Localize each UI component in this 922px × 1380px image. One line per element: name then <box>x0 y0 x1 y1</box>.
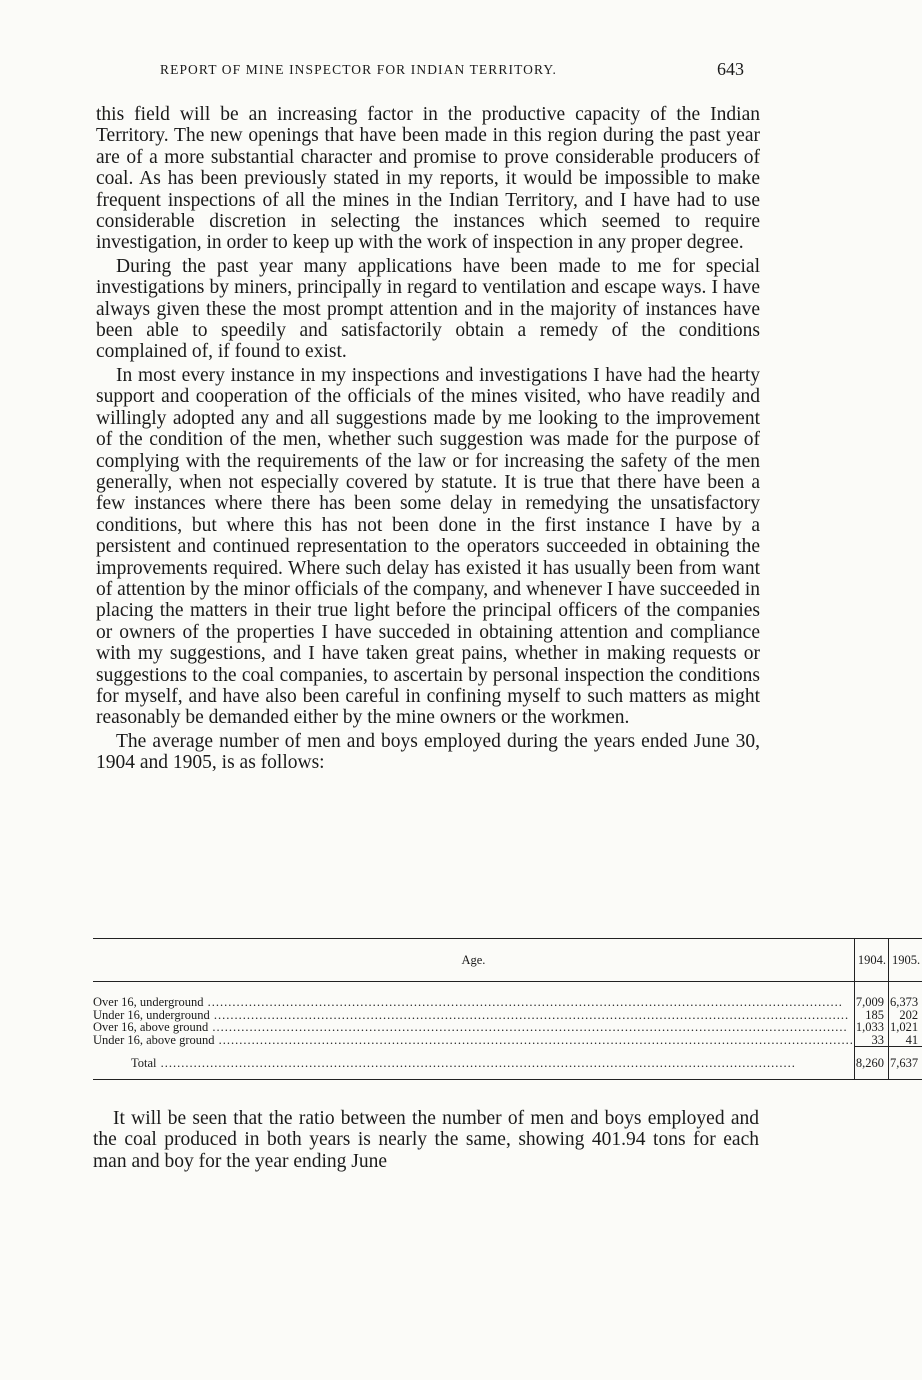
cell-1904: 7,009 <box>854 996 888 1009</box>
total-1904: 8,260 <box>854 1047 888 1080</box>
paragraph: In most every instance in my inspections and investigations I have had the hearty support and cooperation of the officials of the mines visited, who have readily and willingly adopted any and all suggestions made by me looking to the improvement of the condition of the men, whether such suggestion was made for the purpose of complying with the requirements of the law or for increasing the safety of the men generally, when not especially covered by statute. It is true that there have been a few instances where there has been some delay in remedying the unsatisfactory conditions, but where this has not been done in the first instance I have by a persistent and continued representation to the operators succeeded in obtaining the improvements required. Where such delay has existed it has usually been from want of attention by the minor officials of the company, and whenever I have succeeded in placing the matters in their true light before the principal officers of the companies or owners of the properties I have succeded in obtaining attention and compliance with my suggestions, and I have taken great pains, whether in making requests or suggestions to the coal companies, to ascertain by personal inspection the conditions for myself, and have also been careful in confining myself to such matters as might reasonably be demanded either by the mine owners or the workmen. <box>96 364 760 729</box>
cell-1905: 6,373 <box>889 996 922 1009</box>
running-header <box>160 59 760 79</box>
header-age: Age. <box>461 952 486 967</box>
header-1904: 1904. <box>854 939 888 982</box>
row-label: Under 16, underground ..... <box>93 1009 854 1022</box>
paragraph: this field will be an increasing factor in the productive capacity of the Indian Territory. The new openings that have been made in this region during the past year are of a more substantial character and promise to prove considerable producers of coal. As has been previously stated in my reports, it would be impossible to make frequent inspections of all the mines in the Indian Territory, and I have had to use considerable discretion in selecting the instances which seemed to require investigation, in order to keep up with the work of inspection in any proper degree. <box>96 104 760 254</box>
closing-text <box>93 1108 759 1172</box>
row-label: Under 16, above ground ..... <box>93 1034 854 1047</box>
table-row <box>93 1021 922 1034</box>
table-row <box>93 996 922 1009</box>
cell-1905: 41 <box>889 1034 922 1047</box>
row-label: Over 16, above ground ..... <box>93 1021 854 1034</box>
total-1905: 7,637 <box>889 1047 922 1080</box>
paragraph: During the past year many applications have been made to me for special investigations by miners, principally in regard to ventilation and escape ways. I have always given these the most prompt attention and in the majority of instances have been able to speedily and satisfactorily obtain a remedy of the conditions complained of, if found to exist. <box>96 255 760 363</box>
total-label: Total ..... <box>93 1047 854 1080</box>
cell-1904: 1,033 <box>854 1021 888 1034</box>
paragraph: It will be seen that the ratio between the number of men and boys employed and the coal produced in both years is nearly the same, showing 401.94 tons for each man and boy for the year ending June <box>93 1108 759 1172</box>
cell-1905: 202 <box>889 1009 922 1022</box>
cell-1905: 1,021 <box>889 1021 922 1034</box>
page-number: 643 <box>717 59 744 79</box>
table-row <box>93 1034 922 1047</box>
row-label: Over 16, underground ..... <box>93 996 854 1009</box>
cell-1904: 185 <box>854 1009 888 1022</box>
paragraph: The average number of men and boys employed during the years ended June 30, 1904 and 1905, is as follows: <box>96 730 760 774</box>
table-header-row <box>93 939 922 982</box>
running-title: REPORT OF MINE INSPECTOR FOR INDIAN TERRITORY. <box>160 62 557 77</box>
cell-1904: 33 <box>854 1034 888 1047</box>
total-row <box>93 1047 922 1080</box>
employment-table <box>93 938 921 1080</box>
header-1905: 1905. <box>889 939 922 982</box>
body-text <box>96 104 760 774</box>
